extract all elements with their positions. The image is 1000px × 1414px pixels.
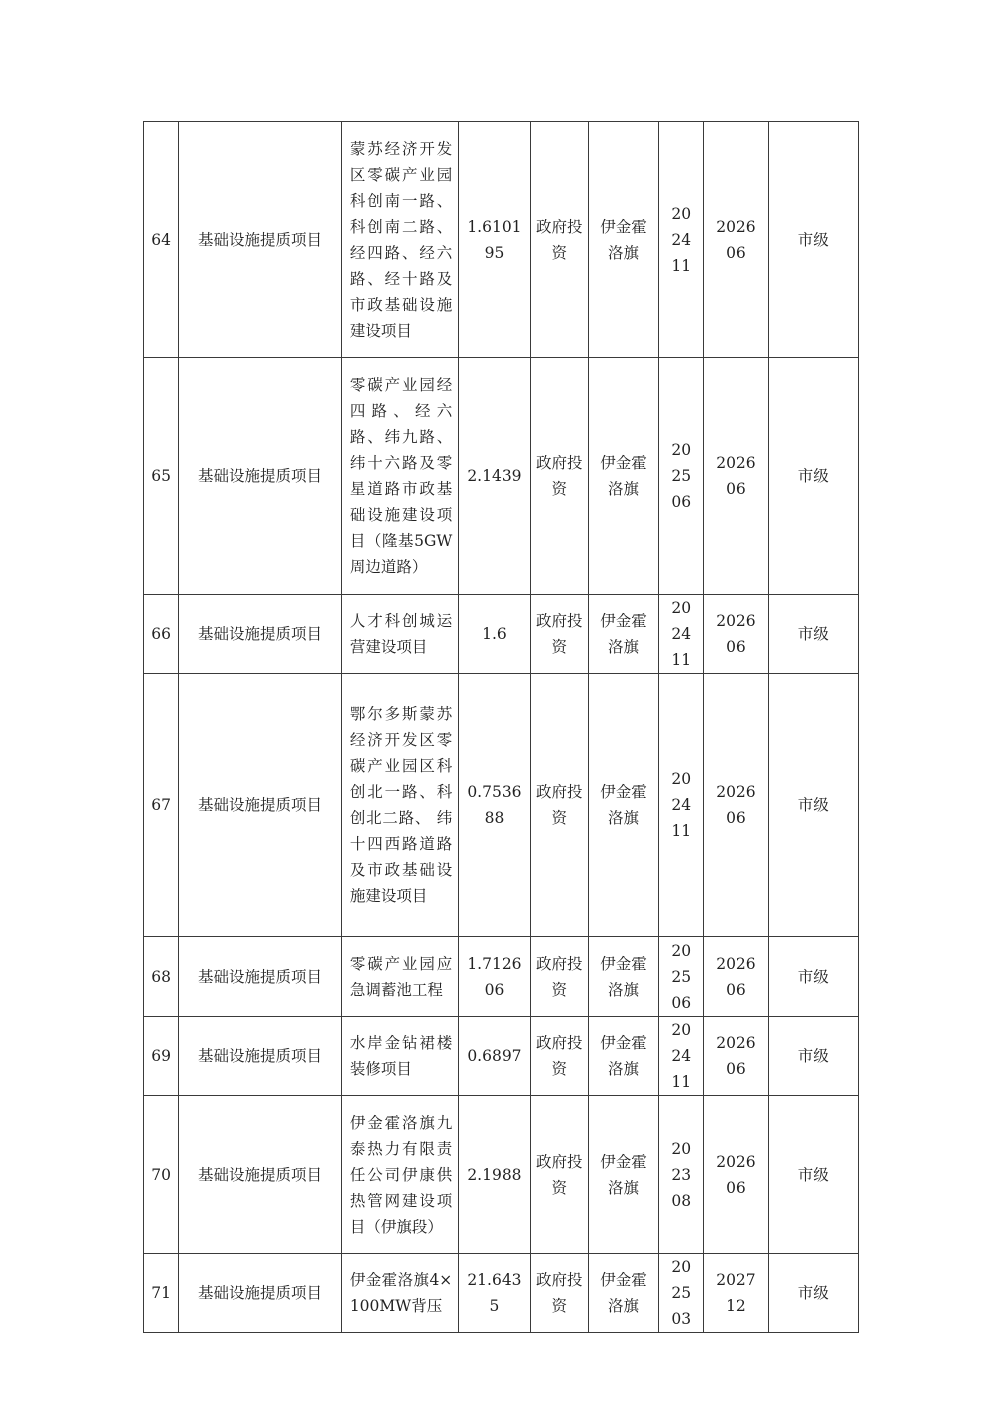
cell-project-name: 伊金霍洛旗九泰热力有限责任公司伊康供热管网建设项目（伊旗段） (341, 1096, 458, 1254)
cell-amount: 2.1988 (459, 1096, 530, 1254)
cell-category: 基础设施提质项目 (179, 358, 342, 595)
cell-number: 65 (144, 358, 179, 595)
cell-funding: 政府投资 (530, 358, 588, 595)
cell-end: 202606 (704, 358, 768, 595)
cell-region: 伊金霍洛旗 (588, 1254, 658, 1333)
cell-end: 202606 (704, 1017, 768, 1096)
cell-number: 69 (144, 1017, 179, 1096)
cell-level: 市级 (768, 1017, 858, 1096)
cell-end: 202606 (704, 674, 768, 937)
cell-funding: 政府投资 (530, 674, 588, 937)
cell-number: 67 (144, 674, 179, 937)
cell-amount: 1.712606 (459, 937, 530, 1017)
cell-category: 基础设施提质项目 (179, 937, 342, 1017)
table-row (144, 122, 859, 358)
cell-end: 202606 (704, 937, 768, 1017)
cell-project-name: 零碳产业园经四路、经六路、纬九路、纬十六路及零星道路市政基础设施建设项目（隆基5GW周边道路） (341, 358, 458, 595)
cell-funding: 政府投资 (530, 1096, 588, 1254)
cell-category: 基础设施提质项目 (179, 1017, 342, 1096)
cell-level: 市级 (768, 1096, 858, 1254)
cell-amount: 0.753688 (459, 674, 530, 937)
table-row (144, 1096, 859, 1254)
cell-region: 伊金霍洛旗 (588, 358, 658, 595)
cell-level: 市级 (768, 1254, 858, 1333)
project-table (143, 121, 859, 1333)
cell-start: 202503 (659, 1254, 704, 1333)
cell-category: 基础设施提质项目 (179, 1096, 342, 1254)
cell-funding: 政府投资 (530, 937, 588, 1017)
cell-amount: 1.6 (459, 595, 530, 674)
cell-number: 71 (144, 1254, 179, 1333)
cell-level: 市级 (768, 595, 858, 674)
cell-funding: 政府投资 (530, 595, 588, 674)
cell-start: 202411 (659, 674, 704, 937)
cell-level: 市级 (768, 122, 858, 358)
cell-funding: 政府投资 (530, 122, 588, 358)
cell-region: 伊金霍洛旗 (588, 674, 658, 937)
cell-funding: 政府投资 (530, 1254, 588, 1333)
cell-region: 伊金霍洛旗 (588, 1096, 658, 1254)
table-row (144, 595, 859, 674)
cell-end: 202606 (704, 122, 768, 358)
cell-start: 202506 (659, 937, 704, 1017)
cell-start: 202411 (659, 1017, 704, 1096)
table-body (144, 122, 859, 1333)
cell-number: 68 (144, 937, 179, 1017)
cell-region: 伊金霍洛旗 (588, 122, 658, 358)
cell-project-name: 水岸金钻裙楼装修项目 (341, 1017, 458, 1096)
cell-region: 伊金霍洛旗 (588, 595, 658, 674)
table-row (144, 358, 859, 595)
cell-start: 202411 (659, 122, 704, 358)
cell-project-name: 人才科创城运营建设项目 (341, 595, 458, 674)
cell-end: 202712 (704, 1254, 768, 1333)
cell-amount: 21.6435 (459, 1254, 530, 1333)
cell-region: 伊金霍洛旗 (588, 1017, 658, 1096)
cell-project-name: 零碳产业园应急调蓄池工程 (341, 937, 458, 1017)
cell-number: 66 (144, 595, 179, 674)
cell-category: 基础设施提质项目 (179, 674, 342, 937)
cell-number: 64 (144, 122, 179, 358)
cell-level: 市级 (768, 674, 858, 937)
cell-start: 202308 (659, 1096, 704, 1254)
table-row (144, 937, 859, 1017)
cell-category: 基础设施提质项目 (179, 595, 342, 674)
cell-end: 202606 (704, 1096, 768, 1254)
table-row (144, 1017, 859, 1096)
cell-number: 70 (144, 1096, 179, 1254)
cell-start: 202506 (659, 358, 704, 595)
cell-amount: 1.610195 (459, 122, 530, 358)
cell-region: 伊金霍洛旗 (588, 937, 658, 1017)
cell-project-name: 鄂尔多斯蒙苏经济开发区零碳产业园区科创北一路、科创北二路、 纬十四西路道路及市政基础设施建设项目 (341, 674, 458, 937)
cell-funding: 政府投资 (530, 1017, 588, 1096)
cell-level: 市级 (768, 358, 858, 595)
cell-start: 202411 (659, 595, 704, 674)
cell-level: 市级 (768, 937, 858, 1017)
table-row (144, 674, 859, 937)
cell-project-name: 伊金霍洛旗4×100MW背压 (341, 1254, 458, 1333)
cell-end: 202606 (704, 595, 768, 674)
cell-amount: 2.1439 (459, 358, 530, 595)
cell-project-name: 蒙苏经济开发区零碳产业园科创南一路、科创南二路、经四路、经六路、经十路及市政基础设施建设项目 (341, 122, 458, 358)
cell-category: 基础设施提质项目 (179, 122, 342, 358)
table-row (144, 1254, 859, 1333)
cell-category: 基础设施提质项目 (179, 1254, 342, 1333)
cell-amount: 0.6897 (459, 1017, 530, 1096)
